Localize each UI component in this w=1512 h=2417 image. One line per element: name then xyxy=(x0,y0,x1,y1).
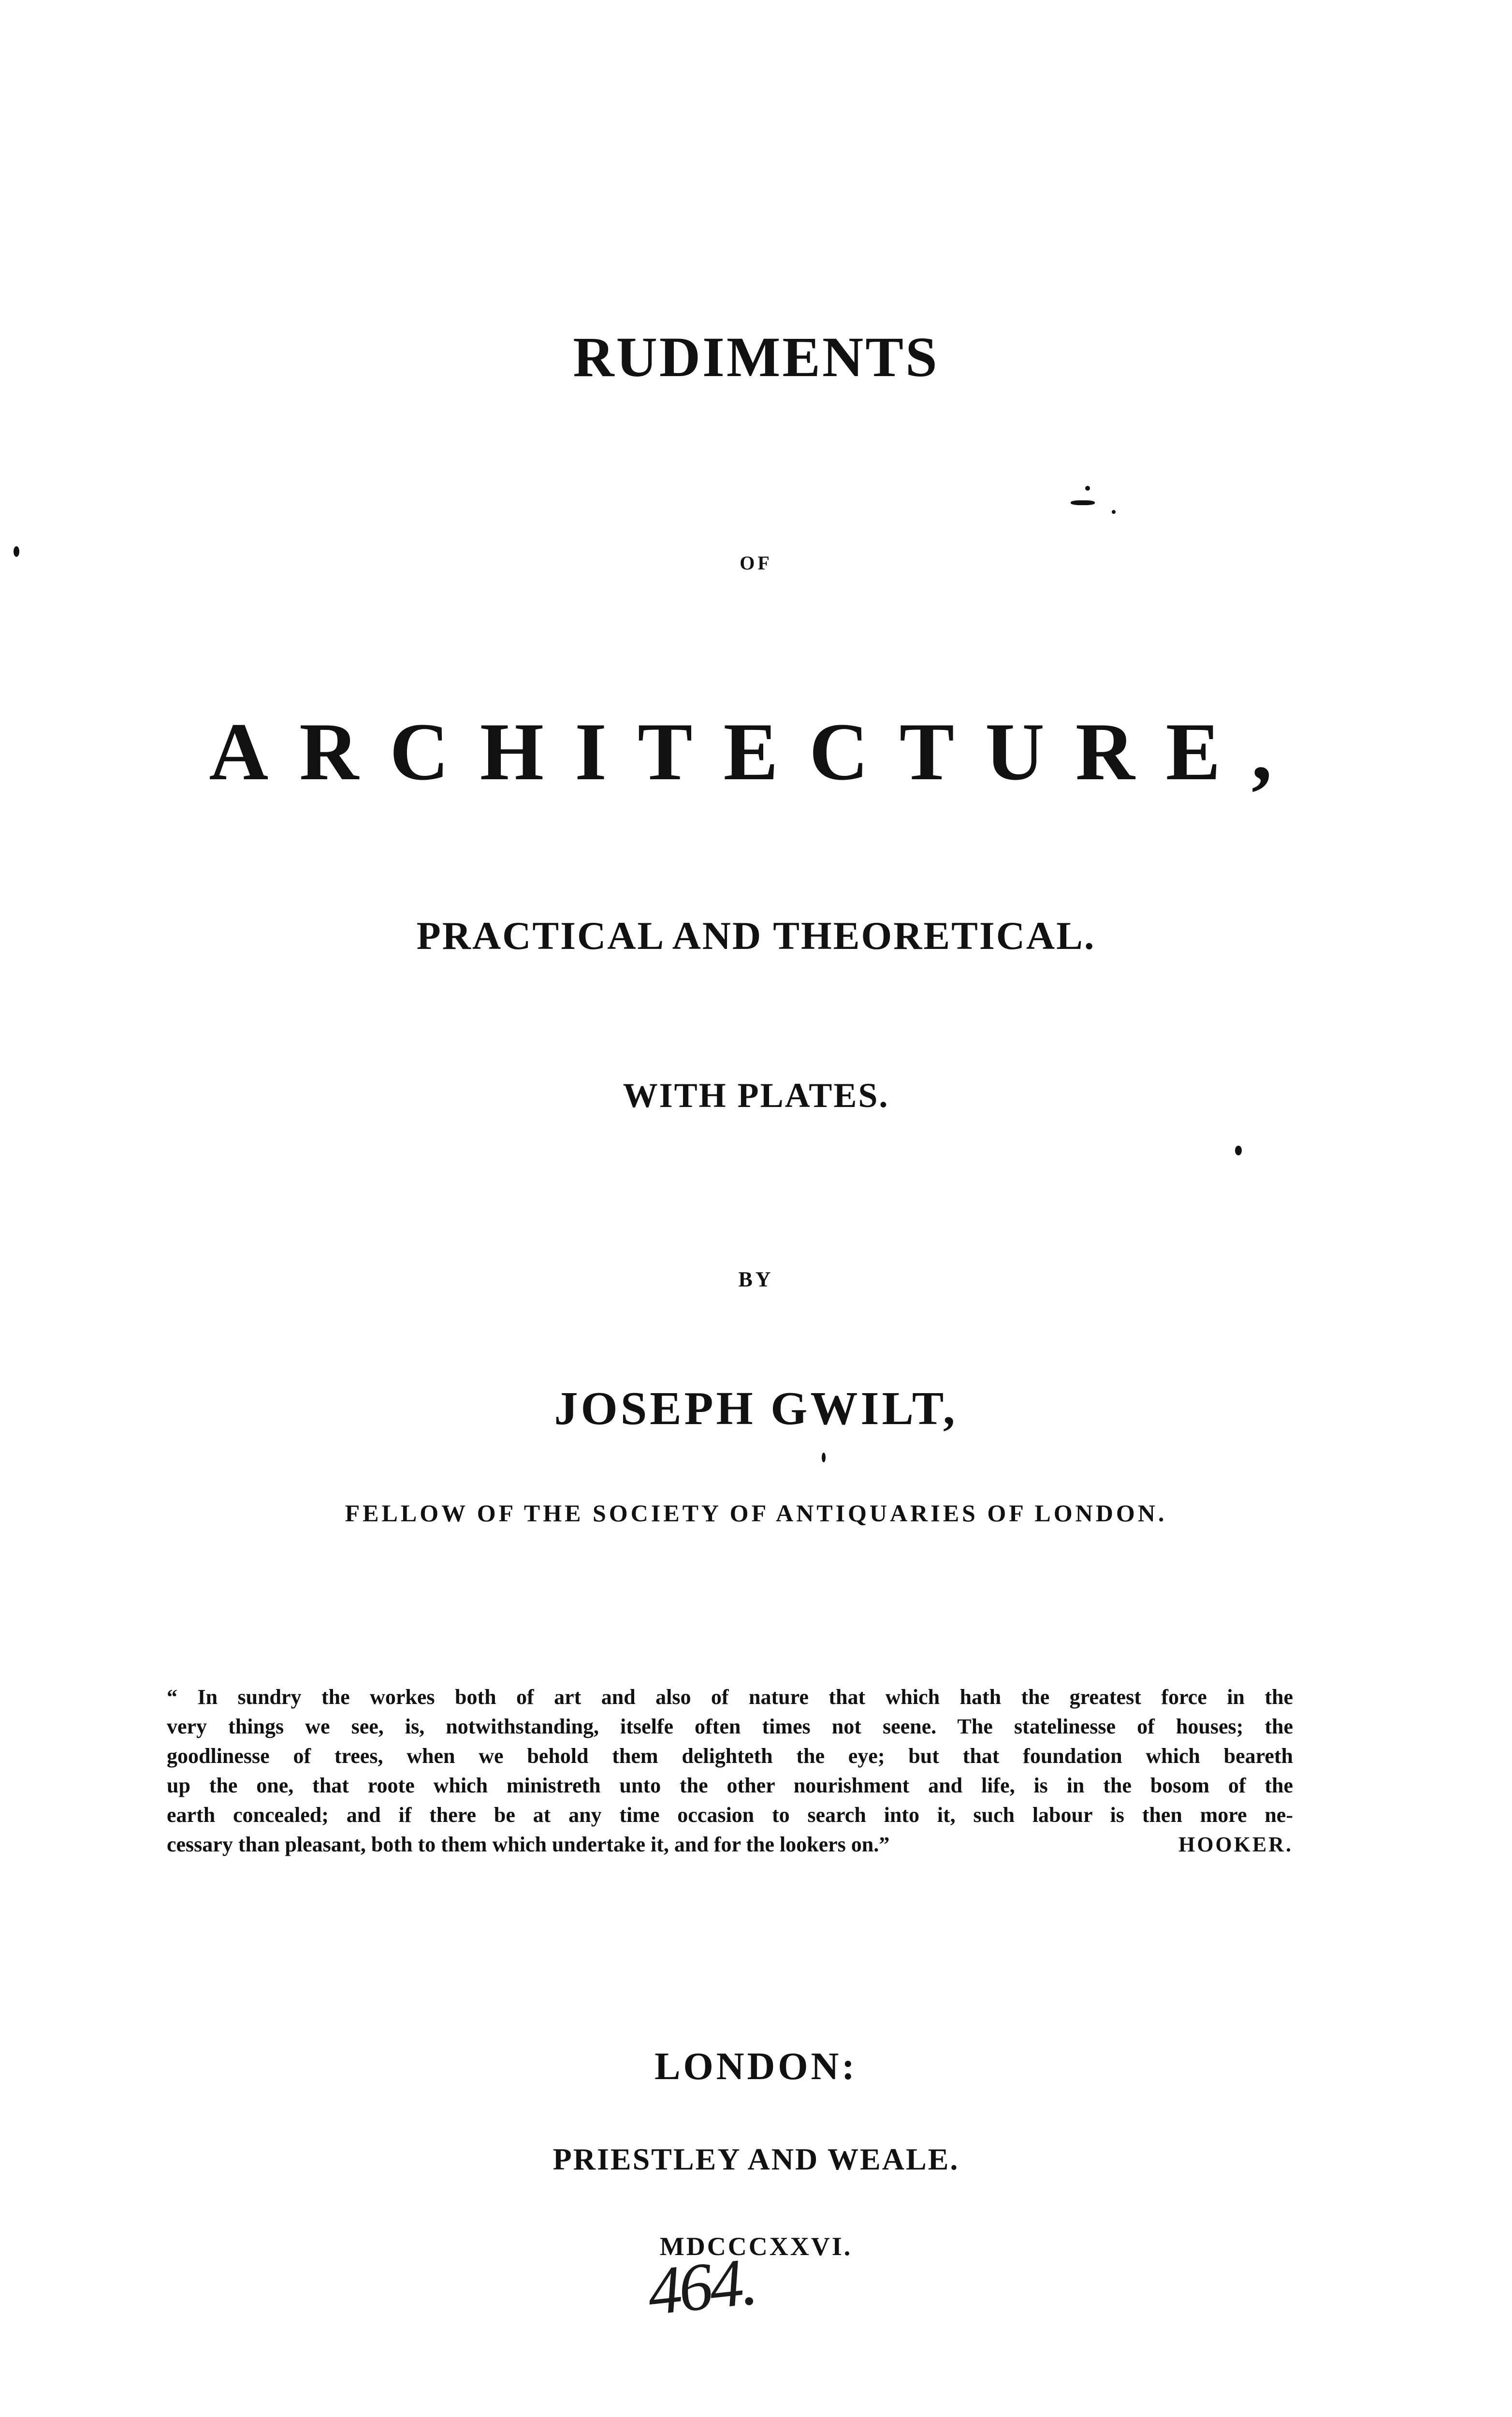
plates-line: WITH PLATES. xyxy=(623,1076,889,1115)
epigraph-line: earth concealed; and if there be at any time occasion to search into it, such labour is then more ne- xyxy=(167,1803,1293,1827)
epigraph-line xyxy=(167,1830,1293,1859)
author-name: JOSEPH GWILT, xyxy=(554,1383,958,1435)
epigraph-last-text: cessary than pleasant, both to them which undertake it, and for the lookers on.” xyxy=(167,1833,890,1856)
title-architecture: ARCHITECTURE, xyxy=(209,706,1303,797)
title-rudiments: RUDIMENTS xyxy=(573,325,939,389)
imprint-city: LONDON: xyxy=(654,2045,858,2088)
epigraph-attribution: HOOKER. xyxy=(1178,1833,1293,1856)
scan-speck xyxy=(822,1453,826,1462)
author-affiliation: FELLOW OF THE SOCIETY OF ANTIQUARIES OF LONDON. xyxy=(345,1500,1167,1527)
handwritten-shelfmark: 464. xyxy=(644,2243,758,2330)
scan-speck xyxy=(14,546,19,557)
scan-speck xyxy=(1235,1146,1242,1155)
imprint-publisher: PRIESTLEY AND WEALE. xyxy=(552,2142,960,2176)
scan-speck xyxy=(1112,510,1116,514)
subtitle: PRACTICAL AND THEORETICAL. xyxy=(416,914,1096,958)
imprint-date: MDCCCXXVI. xyxy=(659,2232,853,2261)
scan-speck xyxy=(1085,486,1090,491)
epigraph-line: “ In sundry the workes both of art and also of nature that which hath the greatest force in the xyxy=(167,1685,1293,1709)
epigraph-line: goodlinesse of trees, when we behold them delighteth the eye; but that foundation which beareth xyxy=(167,1744,1293,1768)
epigraph-line: very things we see, is, notwithstanding, itselfe often times not seene. The statelinesse of houses; the xyxy=(167,1715,1293,1738)
scan-speck xyxy=(1071,500,1095,505)
epigraph-line: up the one, that roote which ministreth unto the other nourishment and life, is in the bosom of the xyxy=(167,1774,1293,1797)
epigraph xyxy=(167,1682,1293,1859)
by-line: BY xyxy=(738,1267,774,1291)
title-of: OF xyxy=(740,552,772,574)
